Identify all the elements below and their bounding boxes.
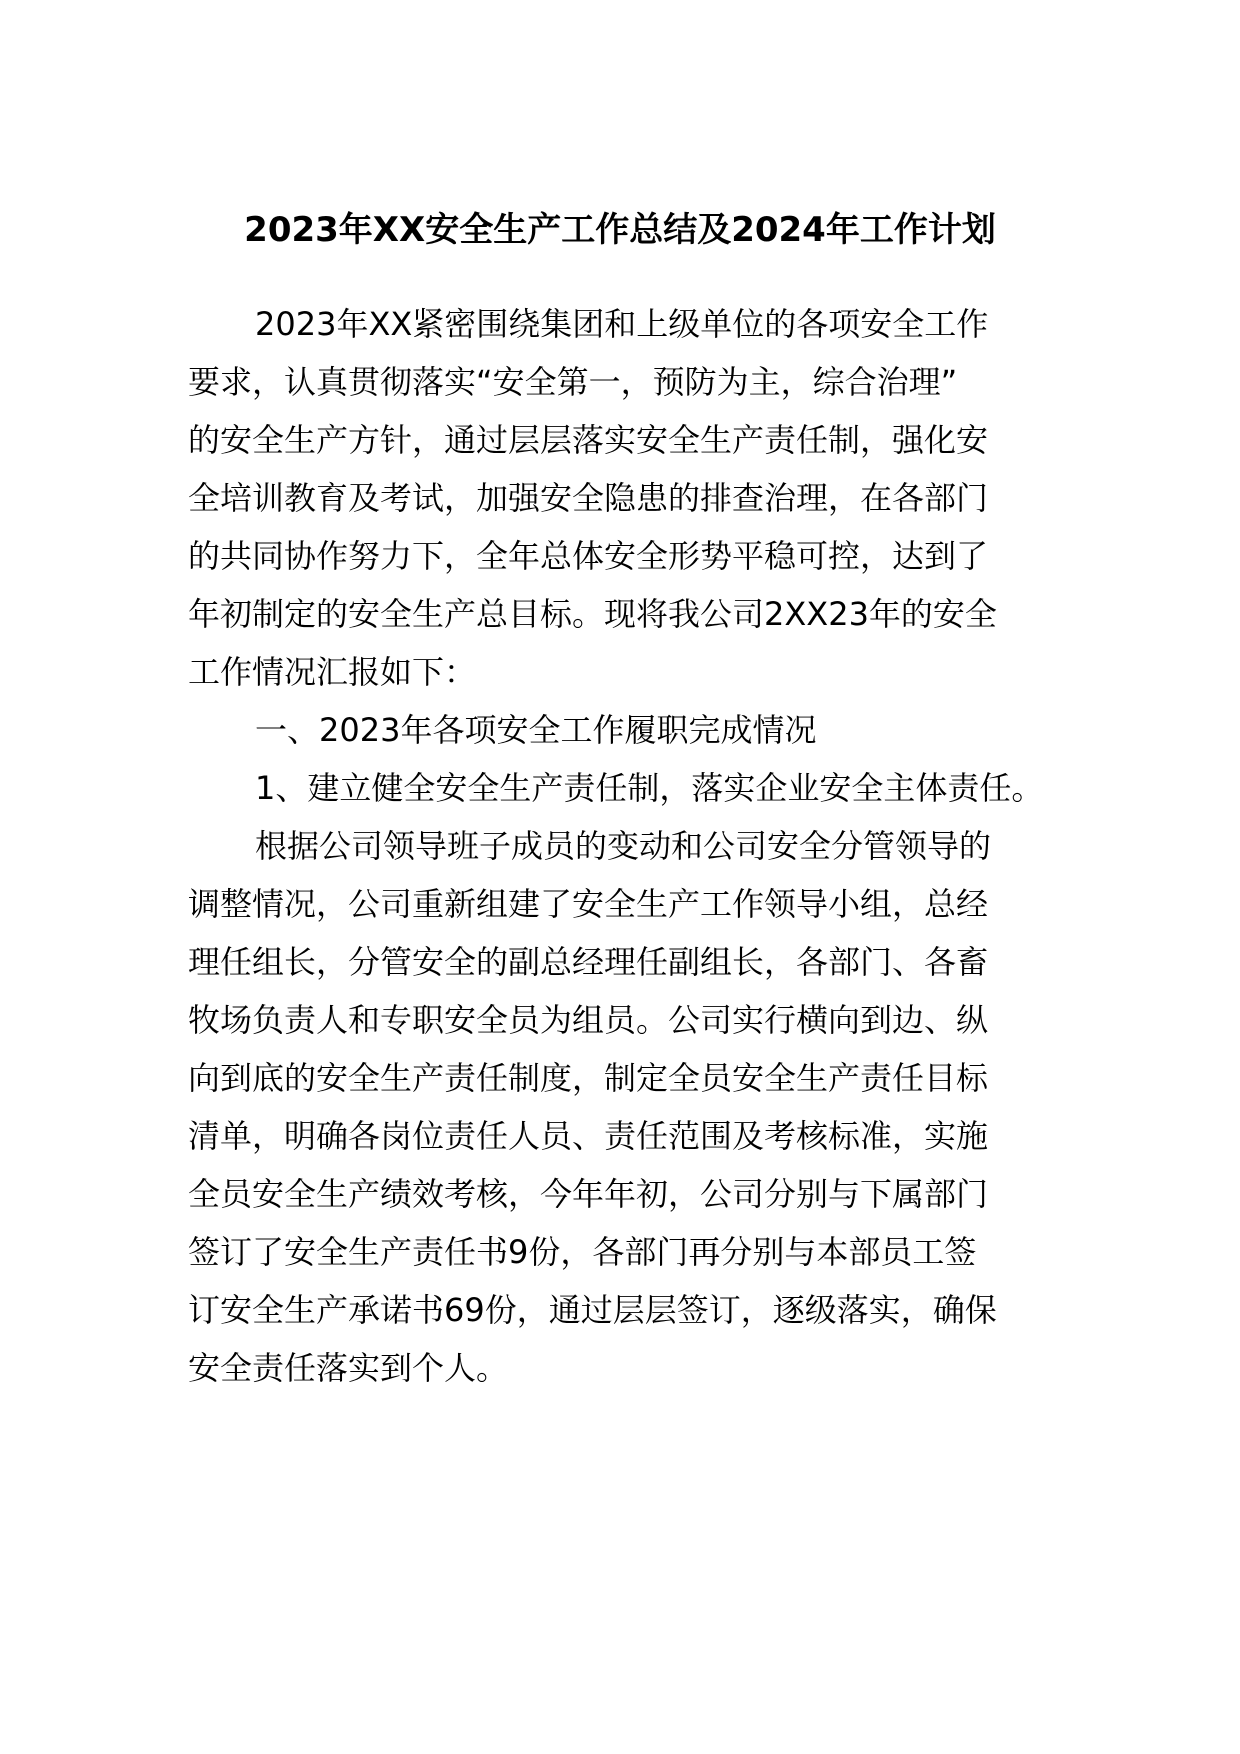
paragraph-line: 向到底的安全生产责任制度，制定全员安全生产责任目标 (188, 1059, 989, 1097)
paragraph-line: 2023年XX紧密围绕集团和上级单位的各项安全工作 (255, 305, 989, 343)
paragraph-line: 年初制定的安全生产总目标。现将我公司2XX23年的安全 (188, 595, 997, 633)
paragraph-line: 全员安全生产绩效考核，今年年初，公司分别与下属部门 (188, 1175, 989, 1213)
paragraph-line: 理任组长，分管安全的副总经理任副组长，各部门、各畜 (188, 943, 989, 981)
paragraph-line: 根据公司领导班子成员的变动和公司安全分管领导的 (255, 827, 992, 865)
paragraph-line: 安全责任落实到个人。 (188, 1349, 509, 1387)
paragraph-line: 清单，明确各岗位责任人员、责任范围及考核标准，实施 (188, 1117, 989, 1155)
paragraph-line: 全培训教育及考试，加强安全隐患的排查治理，在各部门 (188, 479, 989, 517)
document-title: 2023年XX安全生产工作总结及2024年工作计划 (244, 210, 996, 250)
paragraph-line: 工作情况汇报如下： (188, 653, 477, 691)
paragraph-line: 的安全生产方针，通过层层落实安全生产责任制，强化安 (188, 421, 989, 459)
paragraph-line: 要求，认真贯彻落实“安全第一，预防为主，综合治理” (188, 363, 958, 401)
section-heading: 一、2023年各项安全工作履职完成情况 (255, 711, 817, 749)
paragraph-line: 签订了安全生产责任书9份，各部门再分别与本部员工签 (188, 1233, 977, 1271)
paragraph-line: 订安全生产承诺书69份，通过层层签订，逐级落实，确保 (188, 1291, 997, 1329)
paragraph-line: 牧场负责人和专职安全员为组员。公司实行横向到边、纵 (188, 1001, 989, 1039)
paragraph-line: 调整情况，公司重新组建了安全生产工作领导小组，总经 (188, 885, 989, 923)
paragraph-line: 的共同协作努力下，全年总体安全形势平稳可控，达到了 (188, 537, 989, 575)
subsection-heading: 1、建立健全安全生产责任制，落实企业安全主体责任。 (255, 769, 1044, 807)
